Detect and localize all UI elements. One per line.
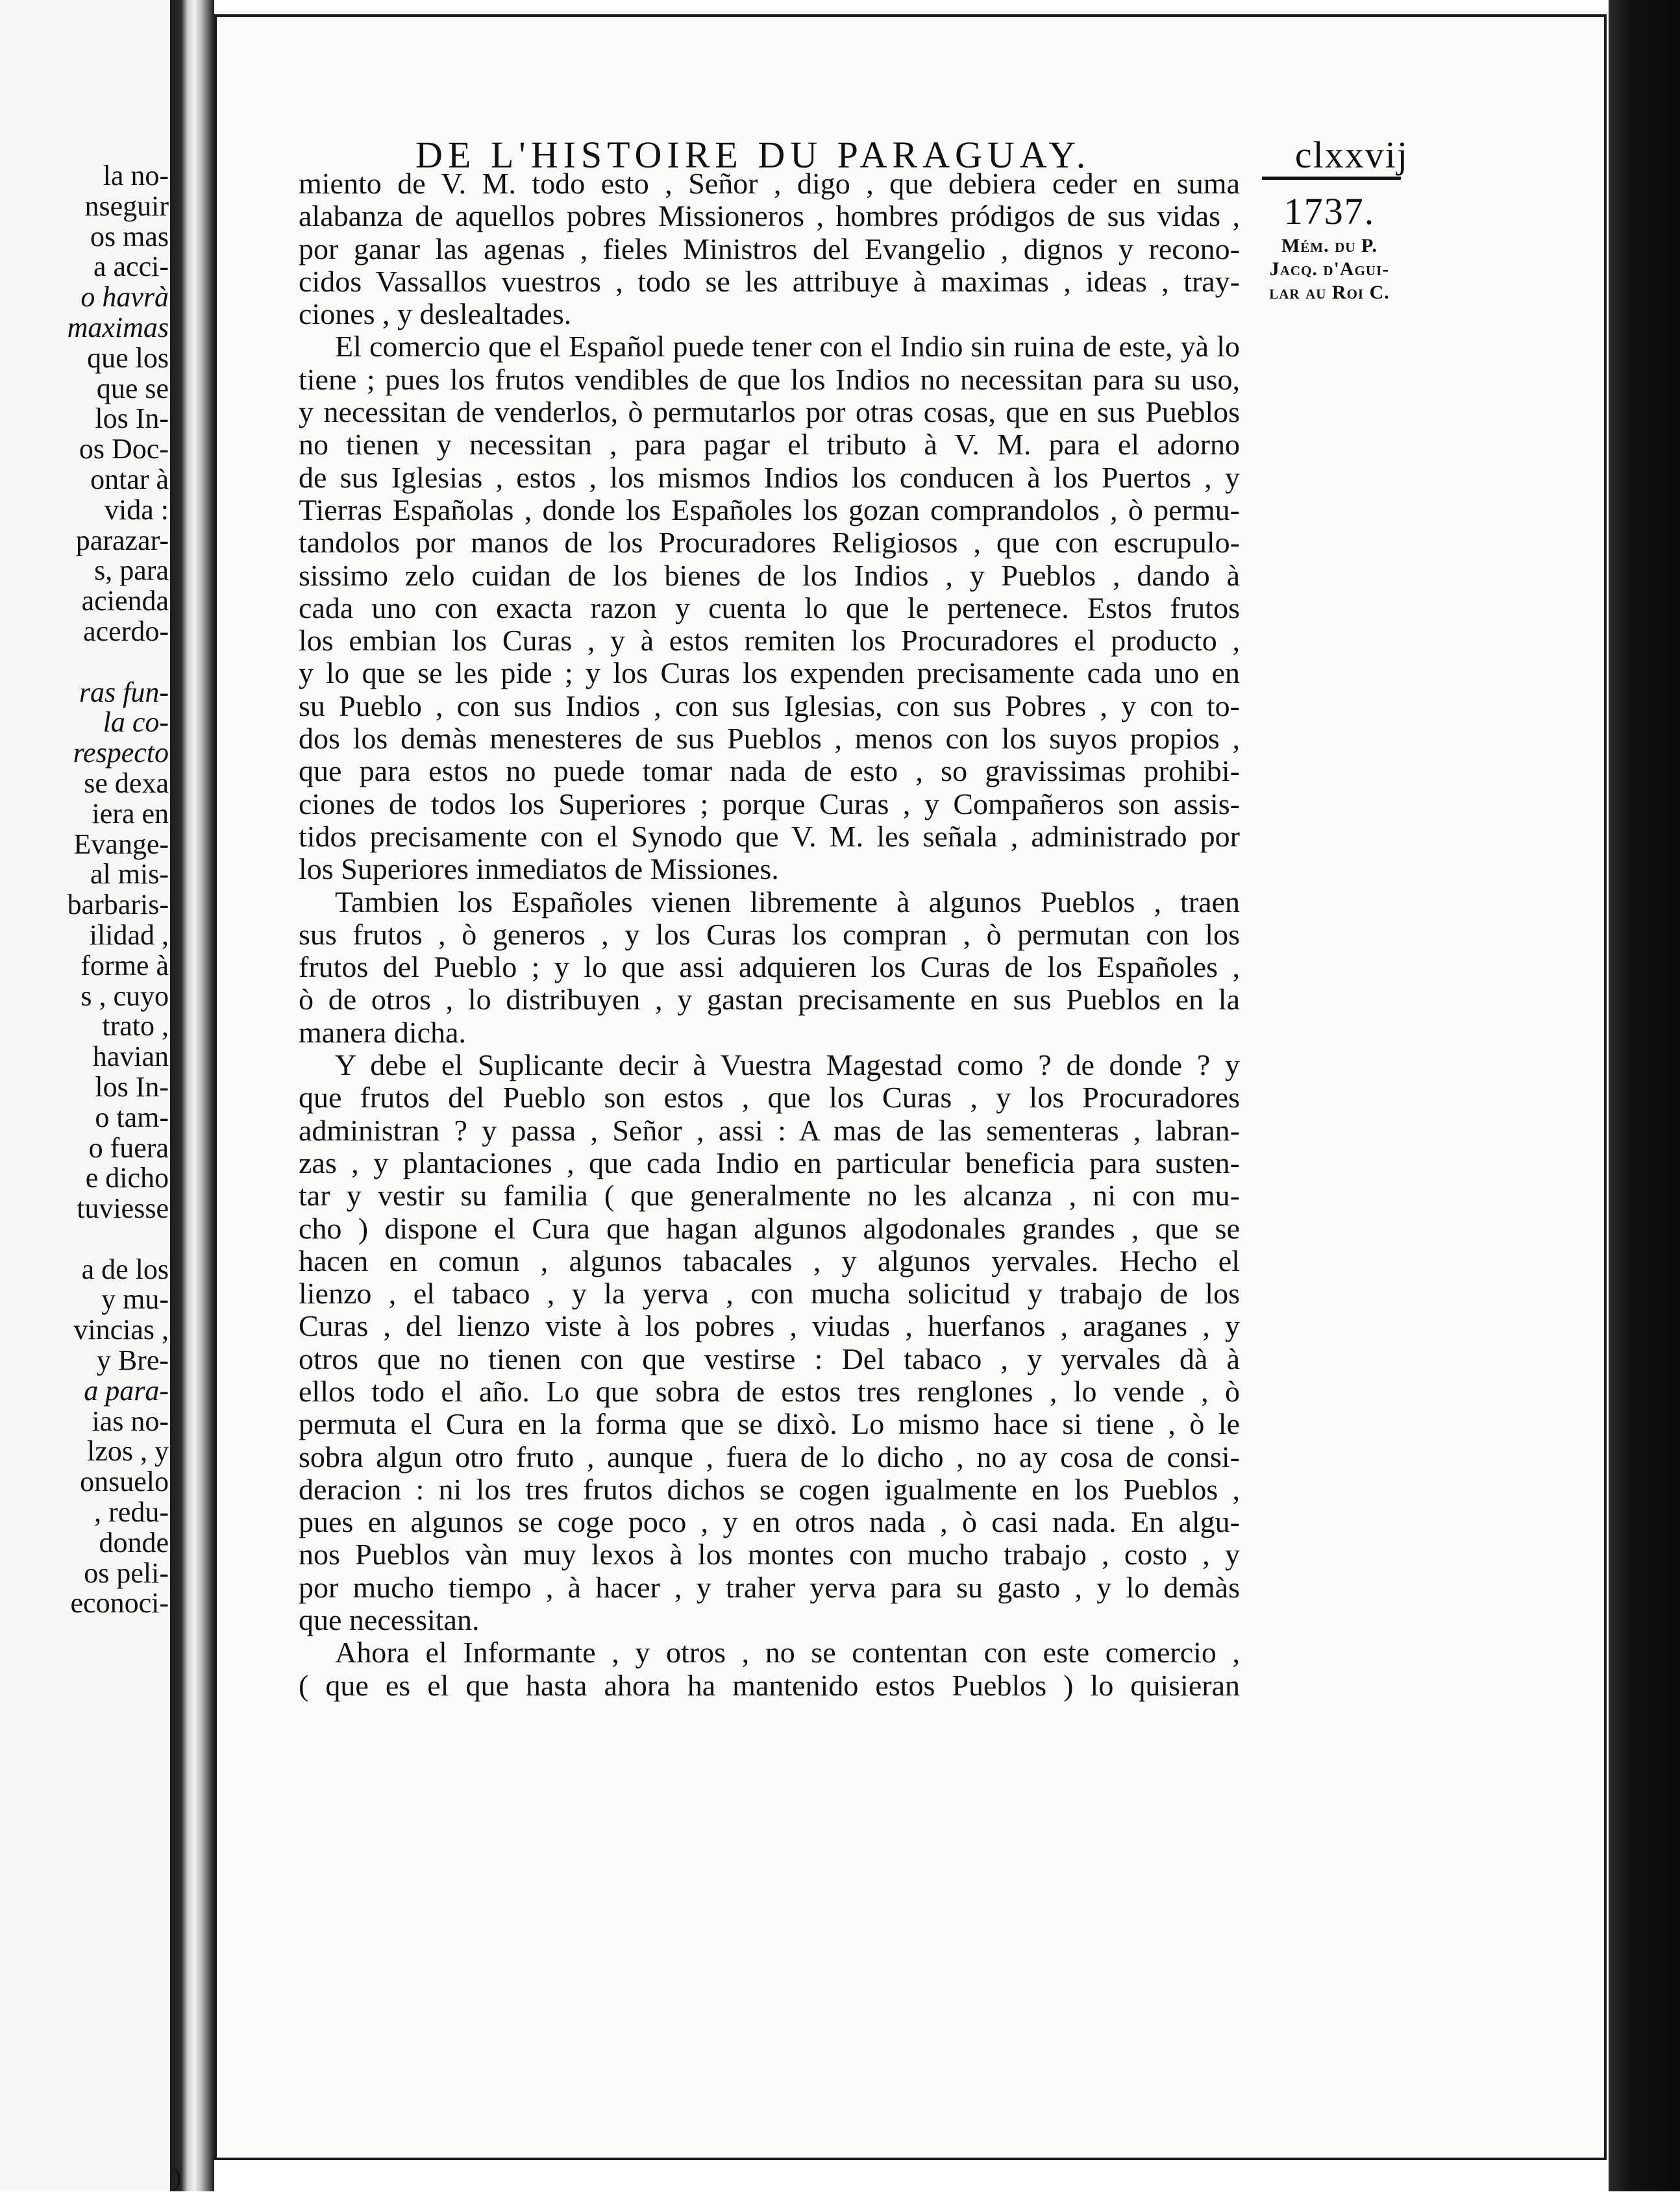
text-line: ò de otros , lo distribuyen , y gastan precisamente en sus Pueblos en la [299,983,1240,1016]
text-line: manera dicha. [299,1015,466,1049]
text-line: pues en algunos se coge poco , y en otros nada , ò casi nada. En algu- [299,1505,1240,1539]
left-page-line: a de los [81,1253,169,1285]
text-line: tandolos por manos de los Procuradores Religiosos , que con escrupulo- [299,526,1240,560]
left-page-line: acienda [81,585,169,617]
left-page-line: o fuera [88,1131,169,1164]
text-line: dos los demàs menesteres de sus Pueblos , menos con los suyos propios , [299,722,1240,756]
text-line: administran ? y passa , Señor , assi : A mas de las sementeras , labran- [299,1113,1240,1147]
text-line: Tierras Españolas , donde los Españoles los gozan comprandolos , ò permu- [299,493,1240,526]
text-line: lienzo , el tabaco , y la yerva , con mucha solicitud y trabajo de los [299,1277,1240,1311]
margin-rule [1262,177,1401,180]
page-folio: clxxvij [1294,134,1409,176]
text-line: Tambien los Españoles vienen libremente à algunos Pueblos , traen [335,885,1240,918]
left-page-line: maximas [67,311,169,343]
left-page-line: onsuelo [80,1466,169,1498]
text-line: que necessitan. [299,1603,480,1637]
left-page-line: barbaris- [67,889,169,921]
left-page-line: s , cuyo [80,979,169,1012]
left-page-line: nseguir [84,190,169,222]
text-line: que para estos no puede tomar nada de esto , so gravissimas prohibi- [299,754,1240,788]
text-line: ( que es el que hasta ahora ha mantenido estos Pueblos ) lo quisieran [299,1668,1240,1702]
left-page-line: ontar à [90,463,169,495]
margin-line: lar au Roi C. [1269,282,1390,303]
left-page-line [68,647,169,678]
left-page-line: que los [87,341,169,374]
left-page-line: ras fun- [79,676,169,708]
text-line: cidos Vassallos vuestros , todo se les attribuye à maximas , ideas , tray- [299,264,1240,298]
left-page-line: la co- [103,706,169,739]
left-page-line: ilidad , [89,918,169,951]
left-page-line: parazar- [75,524,169,556]
main-text [299,167,1240,1702]
left-page-line: al mis- [90,858,169,891]
left-page-line: os Doc- [79,433,169,465]
text-line: de sus Iglesias , estos , los mismos Indios los conducen à los Puertos , y [299,460,1240,494]
left-page-line: y Bre- [96,1344,169,1377]
text-line: nos Pueblos vàn muy lexos à los montes con mucho trabajo , costo , y [299,1538,1240,1571]
left-page-line: tuviesse [77,1192,169,1225]
left-page-fragment [0,0,170,2191]
running-title: DE L'HISTOIRE DU PARAGUAY. [415,134,1091,176]
left-page-line: los In- [95,1070,169,1103]
text-line: alabanza de aquellos pobres Missioneros , hombres pródigos de sus vidas , [299,199,1240,233]
left-page-line: lzos , y [87,1435,169,1468]
text-line: los Superiores inmediatos de Missiones. [299,852,779,886]
text-line: ellos todo el año. Lo que sobra de estos tres renglones , lo vende , ò [299,1374,1240,1408]
text-line: tiene ; pues los frutos vendibles de que los Indios no necessitan para su uso, [299,362,1240,396]
left-page-line: econoci- [70,1587,169,1619]
margin-line: Jacq. d'Agui- [1269,258,1390,280]
text-line: zas , y plantaciones , que cada Indio en particular beneficia para susten- [299,1146,1240,1179]
text-line: sobra algun otro fruto , aunque , fuera de lo dicho , no ay cosa de consi- [299,1440,1240,1473]
left-page-line [68,1224,169,1255]
text-line: tidos precisamente con el Synodo que V. M. les señala , administrado por [299,819,1240,853]
text-line: y lo que se les pide ; y los Curas los expenden precisamente cada uno en [299,656,1240,690]
left-page-line: se dexa [84,767,169,799]
left-page-line: e dicho [85,1162,169,1194]
left-page-line: s, para [94,554,169,587]
text-line: su Pueblo , con sus Indios , con sus Iglesias, con sus Pobres , y con to- [299,689,1240,722]
left-page-line: trato , [102,1010,169,1042]
margin-year: 1737. [1283,190,1376,232]
left-page-line: vida : [105,493,169,526]
text-line: frutos del Pueblo ; y lo que assi adquieren los Curas de los Españoles , [299,950,1240,984]
book-gutter [170,0,214,2191]
left-page-line: Evange- [73,828,169,860]
text-line: Y debe el Suplicante decir à Vuestra Magestad como ? de donde ? y [335,1048,1240,1082]
left-page-line: iera en [92,797,169,830]
left-page-line: y mu- [101,1283,169,1316]
bottom-mark: ) [173,2162,182,2191]
left-page-line: ias no- [92,1405,169,1437]
text-line: y necessitan de venderlos, ò permutarlos por otras cosas, que en sus Pueblos [299,395,1240,429]
text-line: cho ) dispone el Cura que hagan algunos algodonales grandes , que se [299,1211,1240,1245]
left-page-line: os mas [90,220,169,252]
left-page-line: que se [96,372,169,404]
left-page-line: havian [92,1041,169,1073]
text-line: miento de V. M. todo esto , Señor , digo , que debiera ceder en suma [299,167,1240,200]
left-page-line: respecto [73,737,169,769]
text-line: El comercio que el Español puede tener con el Indio sin ruina de este, yà lo [335,330,1240,363]
text-line: permuta el Cura en la forma que se dixò. Lo mismo hace si tiene , ò le [299,1407,1240,1441]
left-page-line: vincias , [73,1314,169,1346]
text-line: deracion : ni los tres frutos dichos se cogen igualmente en los Pueblos , [299,1472,1240,1506]
text-line: sissimo zelo cuidan de los bienes de los Indios , y Pueblos , dando à [299,558,1240,592]
left-page-text [68,161,170,1619]
text-line: ciones , y deslealtades. [299,297,572,331]
text-line: que frutos del Pueblo son estos , que los Curas , y los Procuradores [299,1081,1240,1114]
page-edge-shadow [1609,0,1680,2191]
text-line: cada uno con exacta razon y cuenta lo que le pertenece. Estos frutos [299,591,1240,624]
left-page-line: acerdo- [83,615,169,647]
left-page-line: a para- [84,1374,169,1407]
left-page-line: os peli- [84,1557,169,1589]
text-line: tar y vestir su familia ( que generalmente no les alcanza , ni con mu- [299,1179,1240,1213]
left-page-line: a acci- [93,251,169,283]
text-line: por mucho tiempo , à hacer , y traher yerva para su gasto , y lo demàs [299,1570,1240,1604]
left-page-line: donde [99,1526,169,1558]
left-page-line: los In- [95,402,169,435]
left-page-line: forme à [80,949,169,981]
text-line: ciones de todos los Superiores ; porque Curas , y Compañeros son assis- [299,787,1240,820]
margin-line: Mém. du P. [1281,235,1378,256]
left-page-line: o tam- [95,1101,169,1133]
left-page-line: o havrà [80,281,169,314]
text-line: no tienen y necessitan , para pagar el tributo à V. M. para el adorno [299,428,1240,462]
left-page-line: , redu- [94,1496,169,1529]
text-line: otros que no tienen con que vestirse : Del tabaco , y yervales dà à [299,1342,1240,1375]
left-page-line: la no- [103,160,169,191]
text-line: por ganar las agenas , fieles Ministros del Evangelio , dignos y recono- [299,232,1240,265]
text-line: los embian los Curas , y à estos remiten los Procuradores el producto , [299,624,1240,658]
margin-note [1252,167,1407,304]
text-line: Ahora el Informante , y otros , no se contentan con este comercio , [335,1636,1240,1669]
text-line: hacen en comun , algunos tabacales , y algunos yervales. Hecho el [299,1244,1240,1277]
text-line: sus frutos , ò generos , y los Curas los compran , ò permutan con los [299,917,1240,951]
text-line: Curas , del lienzo viste à los pobres , viudas , huerfanos , araganes , y [299,1309,1240,1343]
